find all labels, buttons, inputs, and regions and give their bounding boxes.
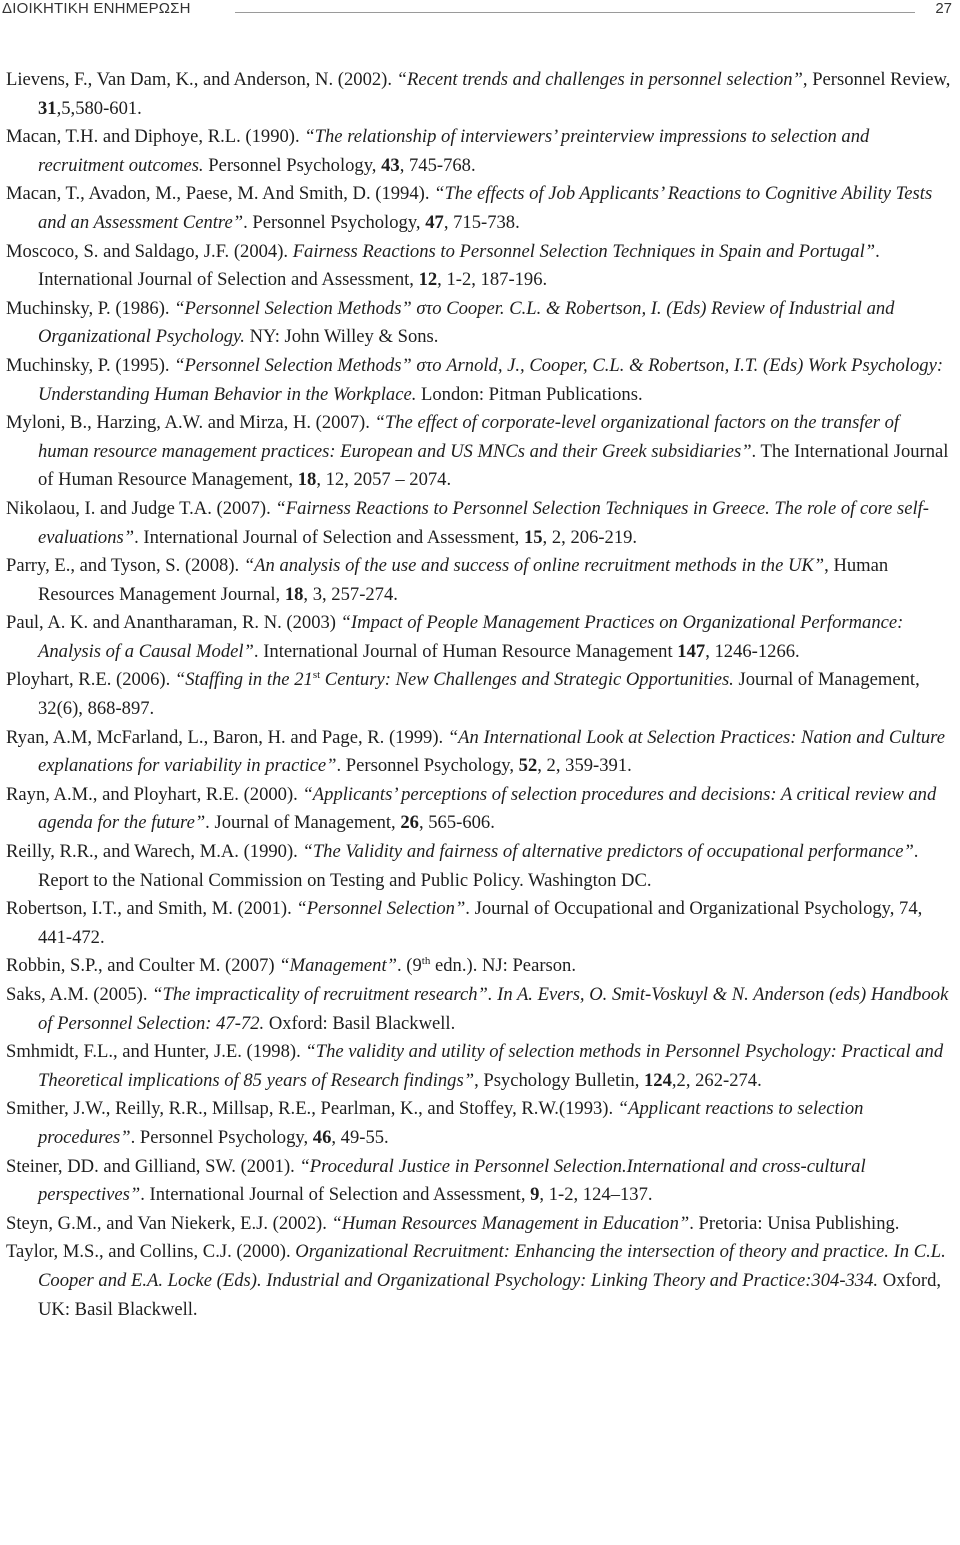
reference-pages: , 1-2, 187-196. — [437, 269, 548, 291]
reference-authors: Macan, T., Avadon, M., Paese, M. And Smith, D. (1994). — [6, 183, 435, 205]
reference-title-cont: Century: New Challenges and Strategic Opportunities. — [320, 669, 734, 691]
reference-volume: 52 — [518, 755, 538, 777]
reference-entry — [6, 781, 954, 838]
reference-entry — [6, 895, 954, 952]
reference-title: “Staffing in the 21 — [174, 669, 313, 691]
reference-authors: Macan, T.H. and Diphoye, R.L. (1990). — [6, 126, 305, 148]
reference-title: Fairness Reactions to Personnel Selection Techniques in Spain and Portugal” — [292, 240, 876, 262]
reference-entry — [6, 66, 954, 123]
reference-pages: , 1246-1266. — [705, 640, 800, 662]
reference-pages: , 2, 206-219. — [542, 526, 638, 548]
reference-pages: , 745-768. — [399, 154, 476, 176]
reference-entry — [6, 981, 954, 1038]
reference-authors: Muchinsky, P. (1995). — [6, 354, 175, 376]
reference-entry — [6, 724, 954, 781]
reference-entry — [6, 1153, 954, 1210]
reference-title: “The validity and utility of selection methods in Personnel Psychology: Practical and Theoretical implications of 85 years of Research findings” — [38, 1041, 944, 1091]
reference-title: “Management” — [279, 955, 397, 977]
reference-source: , Personnel Review, — [802, 69, 951, 90]
reference-source: Journal of Management, 32(6), 868-897. — [38, 669, 920, 720]
reference-pages: , 49-55. — [331, 1126, 389, 1148]
reference-entry — [6, 123, 954, 180]
page-number: 27 — [935, 0, 952, 17]
reference-source: . International Journal of Selection and Assessment, — [134, 526, 524, 548]
reference-volume: 31 — [38, 97, 57, 119]
reference-authors: Steiner, DD. and Gilliand, SW. (2001). — [6, 1155, 300, 1177]
reference-title: “Personnel Selection Methods” στο Cooper. C.L. & Robertson, I. (Eds) Review of Industrial and Organizational Psychology. — [38, 297, 895, 348]
reference-source: . International Journal of Human Resource Management — [253, 640, 678, 662]
reference-authors: Saks, A.M. (2005). — [6, 984, 153, 1005]
reference-entry — [6, 838, 954, 895]
reference-authors: Muchinsky, P. (1986). — [6, 297, 175, 319]
header-rule — [235, 12, 915, 13]
reference-source: . International Journal of Selection and Assessment, — [140, 1184, 531, 1206]
reference-pages: , 1-2, 124–137. — [539, 1184, 653, 1206]
reference-volume: 9 — [530, 1184, 540, 1206]
reference-authors: Robertson, I.T., and Smith, M. (2001). — [6, 898, 297, 920]
reference-title: “Personnel Selection Methods” στο Arnold, J., Cooper, C.L. & Robertson, I.T. (Eds) Work Psychology: Understanding Human Behavior in the Workplace. — [38, 354, 944, 405]
reference-title: “Applicant reactions to selection procedures” — [38, 1098, 864, 1148]
reference-authors: Rayn, A.M., and Ployhart, R.E. (2000). — [6, 783, 303, 805]
reference-source: . Personnel Psychology, — [336, 755, 519, 777]
reference-title: “Fairness Reactions to Personnel Selection Techniques in Greece. The role of core self-evaluations” — [38, 497, 929, 548]
reference-title: “The effect of corporate-level organizational factors on the transfer of human resource management practices: European and US MNCs and their Greek subsidiaries” — [38, 412, 900, 462]
reference-authors: Ryan, A.M, McFarland, L., Baron, H. and Page, R. (1999). — [6, 726, 448, 748]
reference-source: Personnel Psychology, — [203, 154, 382, 176]
reference-authors: Ployhart, R.E. (2006). — [6, 669, 175, 691]
reference-pages: , 2, 359-391. — [537, 755, 632, 777]
reference-title: Organizational Recruitment: Enhancing the intersection of theory and practice. In C.L. Cooper and E.A. Locke (Eds). Industrial and Organizational Psychology: Linking Theory and Practice:304-334. — [38, 1241, 946, 1291]
reference-source: . Journal of Management, — [205, 812, 401, 834]
running-header — [0, 0, 960, 24]
reference-entry — [6, 666, 954, 723]
reference-authors: Myloni, B., Harzing, A.W. and Mirza, H. (2007). — [6, 412, 375, 434]
reference-title: “The impracticality of recruitment research”. In A. Evers, O. Smit-Voskuyl & N. Anderson (eds) Handbook of Personnel Selection: 47-72. — [38, 984, 949, 1034]
reference-authors: Smhmidt, F.L., and Hunter, J.E. (1998). — [6, 1041, 306, 1063]
reference-source: . Personnel Psychology, — [243, 211, 426, 233]
reference-pages: , 12, 2057 – 2074. — [316, 469, 452, 491]
reference-source: Oxford, UK: Basil Blackwell. — [38, 1269, 942, 1320]
reference-title: “Personnel Selection” — [296, 898, 466, 920]
reference-volume: 26 — [400, 812, 419, 834]
reference-entry — [6, 1210, 954, 1239]
reference-volume: 47 — [425, 211, 444, 233]
reference-entry — [6, 295, 954, 352]
reference-source: NY: John Willey & Sons. — [244, 326, 439, 348]
reference-volume: 124 — [644, 1069, 672, 1091]
reference-title: “Procedural Justice in Personnel Selection.International and cross-cultural perspectives” — [38, 1155, 866, 1206]
reference-source: , Human Resources Management Journal, — [38, 555, 889, 605]
reference-authors: Robbin, S.P., and Coulter M. (2007) — [6, 955, 280, 977]
reference-entry — [6, 1095, 954, 1152]
reference-pages: ,2, 262-274. — [671, 1069, 762, 1091]
reference-title: “Recent trends and challenges in personnel selection” — [396, 69, 803, 90]
reference-entry — [6, 609, 954, 666]
reference-title: “An International Look at Selection Practices: Nation and Culture explanations for variability in practice” — [38, 726, 945, 777]
reference-entry — [6, 552, 954, 609]
reference-volume: 46 — [312, 1126, 332, 1148]
reference-entry — [6, 1238, 954, 1324]
reference-volume: 18 — [297, 469, 317, 491]
journal-title: ΔΙΟΙΚΗΤΙΚΗ ΕΝΗΜΕΡΩΣΗ — [2, 0, 191, 17]
reference-entry — [6, 238, 954, 295]
reference-entry — [6, 409, 954, 495]
reference-pages: , 3, 257-274. — [303, 583, 398, 605]
reference-source: . Pretoria: Unisa Publishing. — [689, 1212, 900, 1234]
reference-title: “Impact of People Management Practices on Organizational Performance: Analysis of a Causal Model” — [38, 612, 904, 662]
reference-pages: , 565-606. — [418, 812, 495, 834]
reference-source: . Report to the National Commission on Testing and Public Policy. Washington DC. — [38, 841, 919, 891]
reference-authors: Taylor, M.S., and Collins, C.J. (2000). — [6, 1241, 296, 1263]
reference-pages: , 715-738. — [443, 211, 520, 233]
reference-source-cont: edn.). NJ: Pearson. — [430, 955, 576, 977]
reference-authors: Paul, A. K. and Anantharaman, R. N. (2003) — [6, 612, 341, 634]
reference-source: . Journal of Occupational and Organizational Psychology, 74, 441-472. — [38, 898, 923, 948]
reference-entry — [6, 952, 954, 981]
reference-entry — [6, 1038, 954, 1095]
reference-source: . (9 — [397, 955, 422, 977]
reference-volume: 43 — [381, 154, 400, 176]
reference-pages: ,5,580-601. — [56, 97, 142, 119]
reference-authors: Parry, E., and Tyson, S. (2008). — [6, 555, 244, 577]
reference-volume: 15 — [523, 526, 543, 548]
reference-entry — [6, 180, 954, 237]
reference-source: London: Pitman Publications. — [416, 383, 643, 405]
reference-entry — [6, 495, 954, 552]
reference-entry — [6, 352, 954, 409]
reference-source: . International Journal of Selection and Assessment, — [38, 240, 880, 291]
reference-title: “The Validity and fairness of alternative predictors of occupational performance” — [302, 841, 914, 863]
reference-authors: Lievens, F., Van Dam, K., and Anderson, N. (2002). — [6, 69, 397, 90]
reference-authors: Steyn, G.M., and Van Niekerk, E.J. (2002). — [6, 1212, 332, 1234]
reference-authors: Moscoco, S. and Saldago, J.F. (2004). — [6, 240, 293, 262]
reference-authors: Smither, J.W., Reilly, R.R., Millsap, R.E., Pearlman, K., and Stoffey, R.W.(1993). — [6, 1098, 618, 1120]
reference-title: “Applicants’ perceptions of selection procedures and decisions: A critical review and agenda for the future” — [38, 783, 937, 834]
reference-title: “An analysis of the use and success of online recruitment methods in the UK” — [243, 555, 825, 577]
reference-source: , Psychology Bulletin, — [474, 1069, 644, 1091]
reference-title: “Human Resources Management in Education” — [331, 1212, 690, 1234]
reference-superscript: st — [312, 669, 321, 682]
reference-title: “The relationship of interviewers’ preinterview impressions to selection and recruitment outcomes. — [38, 126, 870, 176]
reference-volume: 18 — [284, 583, 304, 605]
reference-authors: Reilly, R.R., and Warech, M.A. (1990). — [6, 841, 303, 863]
reference-list — [6, 66, 954, 1324]
reference-source: Oxford: Basil Blackwell. — [264, 1012, 456, 1034]
reference-source: . Personnel Psychology, — [130, 1126, 313, 1148]
reference-authors: Nikolaou, I. and Judge T.A. (2007). — [6, 497, 276, 519]
reference-volume: 147 — [677, 640, 706, 662]
reference-volume: 12 — [418, 269, 438, 291]
reference-superscript: th — [421, 955, 431, 968]
reference-source: . The International Journal of Human Resource Management, — [38, 440, 949, 491]
reference-title: “The effects of Job Applicants’ Reactions to Cognitive Ability Tests and an Assessment Centre” — [38, 183, 933, 233]
